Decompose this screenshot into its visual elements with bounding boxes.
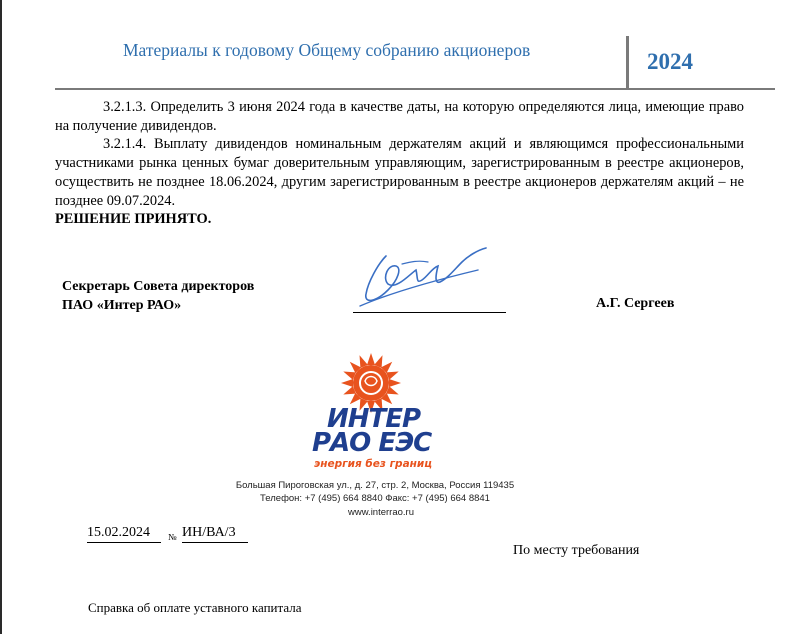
letter-date: 15.02.2024	[87, 525, 161, 543]
letter-number: ИН/ВА/3	[182, 525, 248, 543]
letterhead-website: www.interrao.ru	[348, 507, 414, 518]
resolution-body	[55, 98, 744, 229]
header-year: 2024	[647, 49, 693, 74]
letter-subject: Справка об оплате уставного капитала	[88, 600, 302, 615]
page-left-border	[0, 0, 2, 634]
handwritten-signature	[358, 244, 493, 310]
signatory-name: А.Г. Сергеев	[596, 296, 675, 311]
signatory-role-line-1: Секретарь Совета директоров	[62, 279, 255, 294]
signatory-role	[62, 277, 254, 315]
letterhead-phones: Телефон: +7 (495) 664 8840 Факс: +7 (495) 664 8841	[260, 493, 490, 504]
letter-number-label: №	[168, 532, 177, 542]
logo-wordmark-line-1: ИНТЕР	[327, 404, 421, 434]
resolution-adopted: РЕШЕНИЕ ПРИНЯТО.	[55, 211, 212, 228]
header-title: Материалы к годовому Общему собранию акционеров	[123, 40, 531, 60]
paragraph-dividend-payment: 3.2.1.4. Выплату дивидендов номинальным держателям акций и являющимся профессиональными участниками рынка ценных бумаг доверительным управляющим, зарегистрированным в реестре акционеров, осуществить не позднее 18.06.2024, другим зарегистрированным в реестре акционеров держателям акций – не позднее 09.07.2024.	[55, 136, 744, 209]
inter-rao-logo	[305, 352, 450, 474]
header-horizontal-rule	[55, 88, 775, 90]
signatory-role-line-2: ПАО «Интер РАО»	[62, 298, 182, 313]
letter-addressee: По месту требования	[513, 543, 640, 558]
logo-wordmark-line-2: РАО ЕЭС	[312, 428, 432, 458]
header-vertical-rule	[626, 36, 629, 88]
logo-tagline: энергия без границ	[314, 458, 433, 470]
paragraph-dividend-record-date: 3.2.1.3. Определить 3 июня 2024 года в качестве даты, на которую определяются лица, имеющие право на получение дивидендов.	[55, 99, 744, 134]
letterhead-address: Большая Пироговская ул., д. 27, стр. 2, Москва, Россия 119435	[235, 480, 515, 491]
signature-line	[353, 312, 506, 313]
